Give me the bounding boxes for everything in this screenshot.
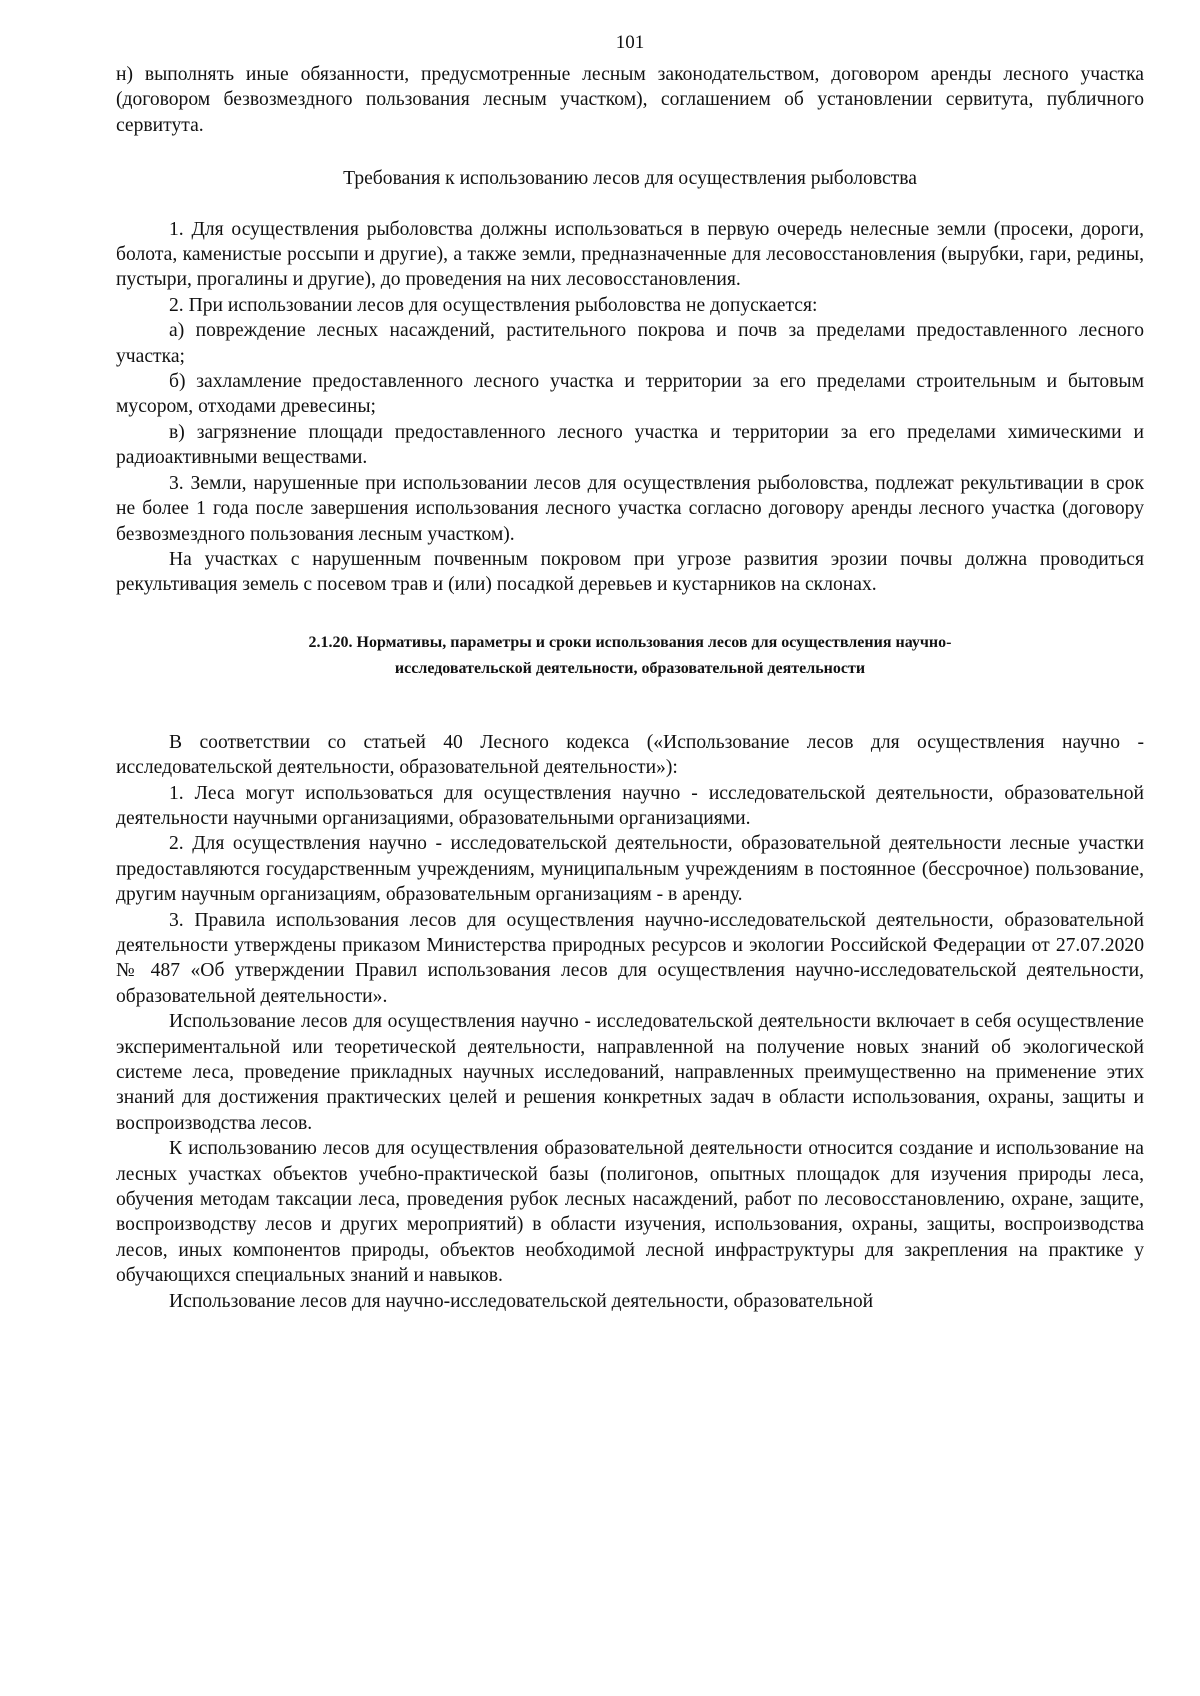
fishing-paragraph-4: На участках с нарушенным почвенным покровом при угрозе развития эрозии почвы должна проводиться рекультивация земель с посевом трав и (или) посадкой деревьев и кустарников на склонах. (116, 548, 1144, 596)
research-paragraph-2: 2. Для осуществления научно - исследовательской деятельности, образовательной деятельности лесные участки предоставляются государственным учреждениям, муниципальным учреждениям в постоянное (бессрочное) пользование, другим научным организациям, образовательным организациям - в аренду. (116, 833, 1144, 906)
fishing-paragraph-2a: а) повреждение лесных насаждений, растительного покрова и почв за пределами предоставленного лесного участка; (116, 320, 1144, 367)
section-heading-2-1-20 (116, 630, 1144, 682)
research-paragraph-5: К использованию лесов для осуществления образовательной деятельности относится создание и использование на лесных участках объектов учебно-практической базы (полигонов, опытных площадок для изучения природы леса, обучения методам таксации леса, проведения рубок лесных насаждений, работ по лесовосстановлению, охране, защите, воспроизводству лесов и других мероприятий) в области изучения, использования, охраны, защиты, воспроизводства лесов, иных компонентов природы, объектов необходимой лесной инфраструктуры для закрепления на практике у обучающихся специальных знаний и навыков. (116, 1138, 1144, 1287)
fishing-paragraph-2c: в) загрязнение площади предоставленного лесного участка и территории за его пределами химическими и радиоактивными веществами. (116, 421, 1144, 469)
fishing-paragraph-3: 3. Земли, нарушенные при использовании лесов для осуществления рыболовства, подлежат рекультивации в срок не более 1 года после завершения использования лесного участка согласно договору аренды лесного участка (договору безвозмездного пользования лесным участком). (116, 472, 1144, 545)
section-heading-line-1: 2.1.20. Нормативы, параметры и сроки использования лесов для осуществления научно- (308, 633, 952, 651)
research-paragraph-1: 1. Леса могут использоваться для осуществления научно - исследовательской деятельности, образовательной деятельности научными организациями, образовательными организациями. (116, 782, 1144, 829)
document-page (116, 30, 1144, 1314)
page-number: 101 (615, 32, 645, 53)
research-paragraph-4: Использование лесов для осуществления научно - исследовательской деятельности включает в себя осуществление экспериментальной или теоретической деятельности, направленной на получение новых знаний об экологической системе леса, проведение прикладных научных исследований, направленных преимущественно на применение этих знаний для достижения практических целей и решения конкретных задач в области использования, охраны, защиты и воспроизводства лесов. (116, 1011, 1144, 1134)
research-intro: В соответствии со статьей 40 Лесного кодекса («Использование лесов для осуществления научно - исследовательской деятельности, образовательной деятельности»): (116, 731, 1144, 779)
paragraph-n: н) выполнять иные обязанности, предусмотренные лесным законодательством, договором аренды лесного участка (договором безвозмездного пользования лесным участком), соглашением об установлении сервитута, публичного сервитута. (116, 64, 1144, 136)
fishing-paragraph-2b: б) захламление предоставленного лесного участка и территории за его пределами строительным и бытовым мусором, отходами древесины; (116, 371, 1144, 418)
section-heading-line-2: исследовательской деятельности, образовательной деятельности (394, 659, 866, 677)
fishing-requirements-title: Требования к использованию лесов для осуществления рыболовства (343, 168, 917, 190)
fishing-paragraph-2: 2. При использовании лесов для осуществления рыболовства не допускается: (169, 294, 818, 316)
fishing-paragraph-1: 1. Для осуществления рыболовства должны использоваться в первую очередь нелесные земли (просеки, дороги, болота, каменистые россыпи и другие), а также земли, предназначенные для лесовосстановления (вырубки, гари, редины, пустыри, прогалины и другие), до проведения на них лесовосстановления. (116, 218, 1144, 291)
research-paragraph-6: Использование лесов для научно-исследовательской деятельности, образовательной (169, 1290, 874, 1312)
research-paragraph-3: 3. Правила использования лесов для осуществления научно-исследовательской деятельности, образовательной деятельности утверждены приказом Министерства природных ресурсов и экологии Российской Федерации от 27.07.2020 № 487 «Об утверждении Правил использования лесов для осуществления научно-исследовательской деятельности, образовательной деятельности». (116, 909, 1144, 1007)
